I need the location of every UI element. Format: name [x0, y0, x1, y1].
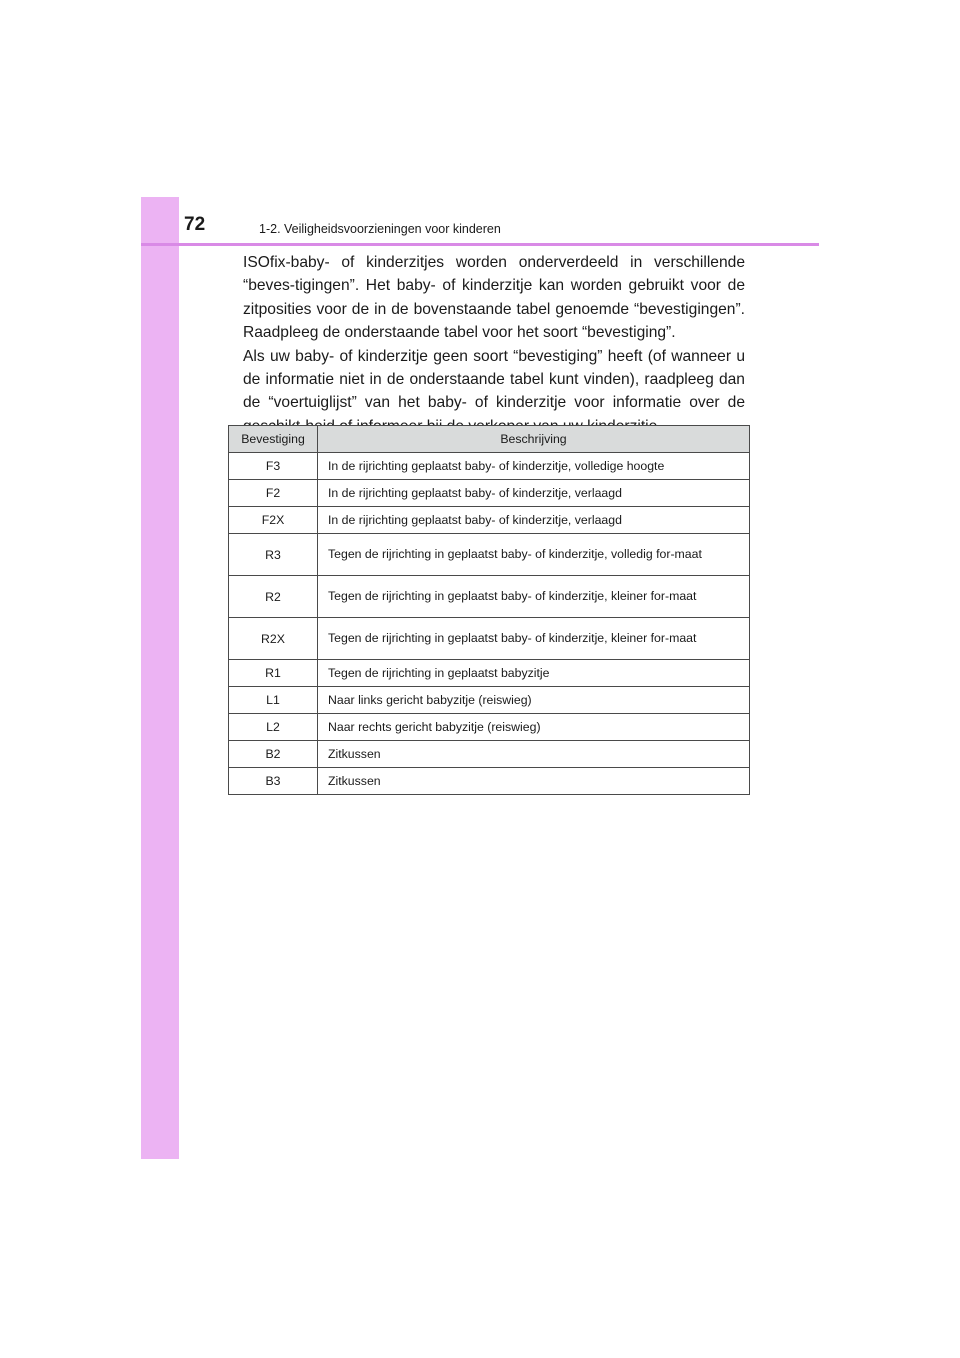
fixation-code: L1	[229, 687, 318, 714]
paragraph-vehicle-list: Als uw baby- of kinderzitje geen soort “bevestiging” heeft (of wanneer u de informatie niet in de onderstaande tabel kunt vinden), raadpleeg dan de “voertuiglijst” van het baby- of kinderzitje voor informatie over de	[243, 347, 745, 412]
fixation-description: Zitkussen	[318, 741, 750, 768]
paragraph-isofix-intro: ISOfix-baby- of kinderzitjes worden onderverdeeld in verschillende “beves-tigingen”. Het baby- of kinderzitje kan worden gebruikt voor de zitposities voor de in de bovenstaande tabel genoemde “bevestigingen”. Raadpleeg de onderstaande tabel voor het soort “bevestiging”.	[243, 254, 745, 342]
fixation-description: In de rijrichting geplaatst baby- of kinderzitje, verlaagd	[318, 480, 750, 507]
table-row	[229, 507, 750, 534]
fixation-code: R2X	[229, 618, 318, 660]
header-divider	[141, 243, 819, 246]
table-row	[229, 453, 750, 480]
fixation-description: In de rijrichting geplaatst baby- of kinderzitje, volledige hoogte	[318, 453, 750, 480]
fixation-description: In de rijrichting geplaatst baby- of kinderzitje, verlaagd	[318, 507, 750, 534]
table-row	[229, 714, 750, 741]
table-row	[229, 741, 750, 768]
fixation-description: Naar rechts gericht babyzitje (reiswieg)	[318, 714, 750, 741]
table-row	[229, 618, 750, 660]
fixation-code: F2X	[229, 507, 318, 534]
table-row	[229, 576, 750, 618]
body-text	[243, 251, 745, 438]
fixation-code: L2	[229, 714, 318, 741]
table-header-row	[229, 426, 750, 453]
section-title: 1-2. Veiligheidsvoorzieningen voor kinderen	[259, 222, 501, 236]
fixation-description: Tegen de rijrichting in geplaatst baby- of kinderzitje, kleiner for-maat	[318, 618, 750, 660]
fixation-table	[228, 425, 750, 795]
fixation-description: Tegen de rijrichting in geplaatst baby- of kinderzitje, volledig for-maat	[318, 534, 750, 576]
fixation-code: F2	[229, 480, 318, 507]
fixation-description: Zitkussen	[318, 768, 750, 795]
fixation-code: B3	[229, 768, 318, 795]
table-row	[229, 768, 750, 795]
fixation-description: Tegen de rijrichting in geplaatst babyzitje	[318, 660, 750, 687]
table-row	[229, 534, 750, 576]
table-row	[229, 660, 750, 687]
header-bevestiging: Bevestiging	[229, 426, 318, 453]
fixation-code: F3	[229, 453, 318, 480]
section-side-bar	[141, 197, 179, 1159]
header-beschrijving: Beschrijving	[318, 426, 750, 453]
table-row	[229, 687, 750, 714]
fixation-description: Tegen de rijrichting in geplaatst baby- of kinderzitje, kleiner for-maat	[318, 576, 750, 618]
fixation-code: R2	[229, 576, 318, 618]
fixation-code: R1	[229, 660, 318, 687]
table-row	[229, 480, 750, 507]
fixation-description: Naar links gericht babyzitje (reiswieg)	[318, 687, 750, 714]
fixation-code: R3	[229, 534, 318, 576]
fixation-code: B2	[229, 741, 318, 768]
page-number: 72	[184, 214, 206, 235]
